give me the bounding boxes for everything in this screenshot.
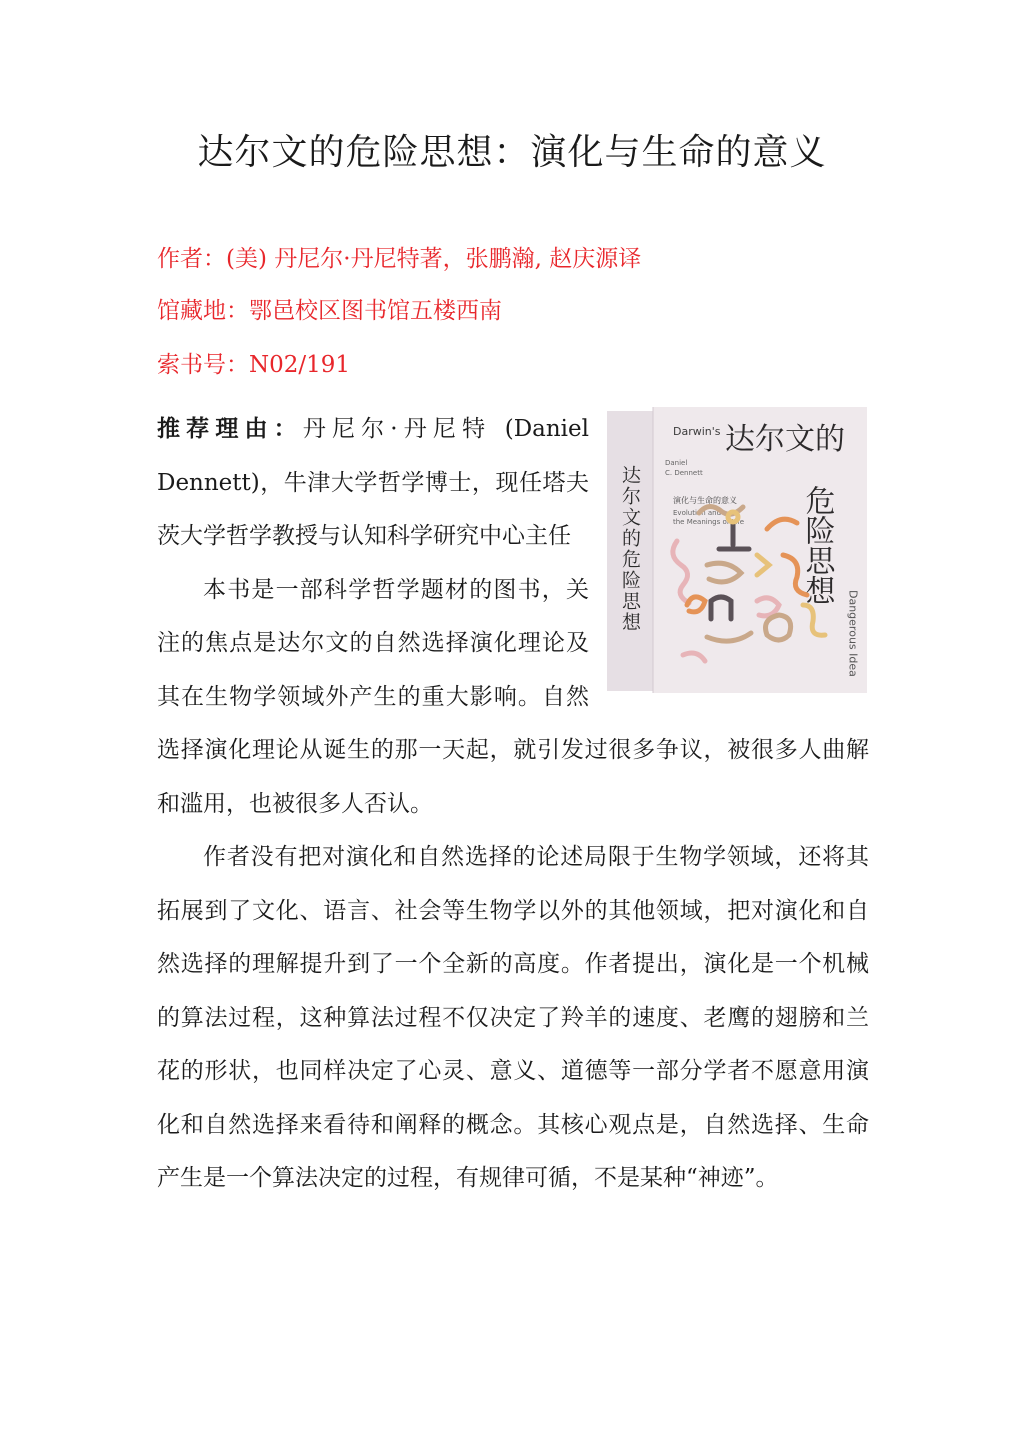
recommendation-paragraph-3: 作者没有把对演化和自然选择的论述局限于生物学领域，还将其拓展到了文化、语言、社会等生物学以外的其他领域，把对演化和自然选择的理解提升到了一个全新的高度。作者提出，演化是一个机械的算法过程，这种算法过程不仅决定了羚羊的速度、老鹰的翅膀和兰花的形状，也同样决定了心灵、意义、道德等一部分学者不愿意用演化和自然选择来看待和阐释的概念。其核心观点是，自然选择、生命产生是一个算法决定的过程，有规律可循，不是某种“神迹”。 (157, 844, 869, 1191)
cover-subtitle-cn: 演化与生命的意义 (673, 496, 737, 505)
cover-author-en-2: C. Dennett (665, 469, 703, 477)
cover-subtitle-en-2: the Meanings of Life (673, 518, 745, 526)
cover-subtitle-en-1: Evolution and (673, 509, 722, 517)
cover-brand-en: Darwin's (673, 425, 721, 438)
call-number-line: 索书号：N02/191 (157, 352, 351, 378)
book-cover (607, 405, 869, 705)
recommendation-body (157, 402, 869, 1206)
cover-author-en-1: Daniel (665, 459, 688, 467)
cover-title-en: Dangerous Idea (846, 590, 860, 677)
recommendation-paragraph-2: 本书是一部科学哲学题材的图书，关注的焦点是达尔文的自然选择演化理论及其在生物学领域外产生的重大影响。自然选择演化理论从诞生的那一天起，就引发过很多争议，被很多人曲解和滥用，也被很多人否认。 (157, 576, 869, 817)
cover-title-line-2: 危险思想 (799, 485, 835, 605)
recommendation-label: 推荐理由： (157, 415, 303, 442)
author-line: 作者：(美) 丹尼尔·丹尼特著，张鹏瀚, 赵庆源译 (157, 246, 642, 272)
cover-spine-title: 达尔文的危险思想 (619, 465, 641, 633)
cover-title-line-1: 达尔文的 (725, 422, 845, 457)
paragraph-1-text: 丹尼尔·丹尼特 (Daniel Dennett)，牛津大学哲学博士，现任塔夫茨大学哲学教授与认知科学研究中心主任 (157, 416, 589, 549)
page-title: 达尔文的危险思想：演化与生命的意义 (197, 132, 827, 173)
location-line: 馆藏地：鄂邑校区图书馆五楼西南 (157, 298, 502, 324)
